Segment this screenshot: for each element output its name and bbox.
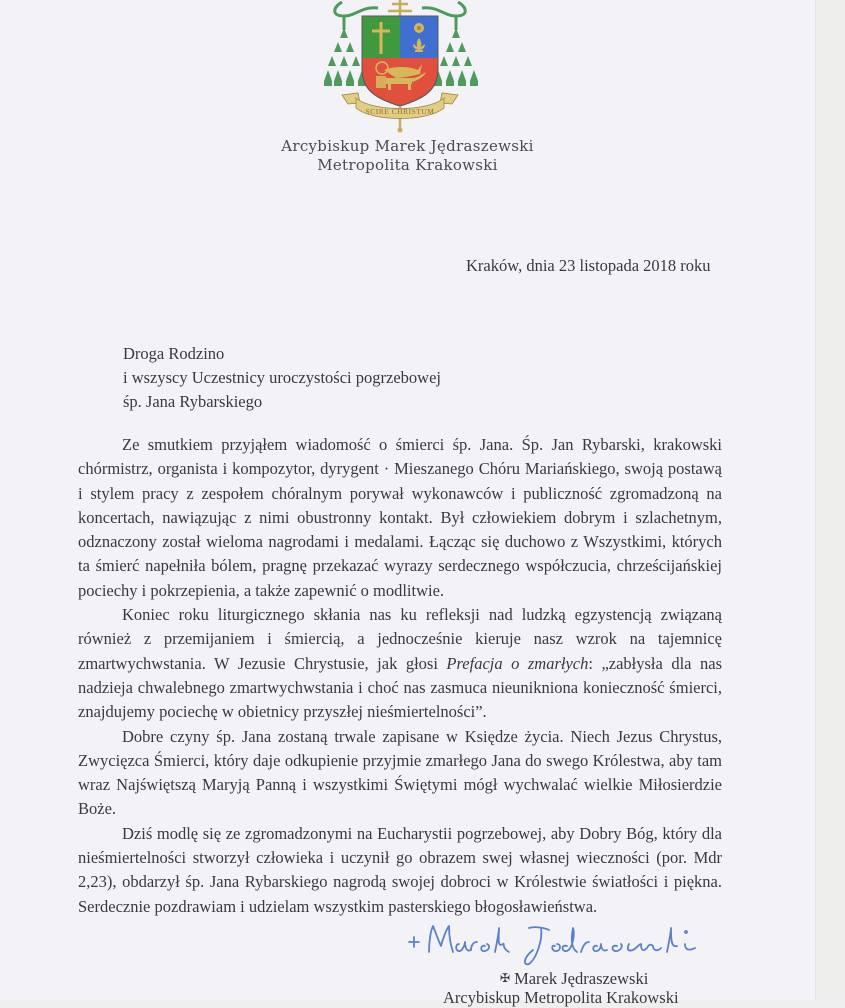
- salutation-line: Droga Rodzino: [123, 344, 225, 363]
- salutation-line: i wszyscy Uczestnicy uroczystości pogrzebowej: [123, 368, 441, 387]
- signatory-name-text: Marek Jędraszewski: [514, 969, 649, 988]
- paragraph: Dziś modlę się ze zgromadzonymi na Eucharystii pogrzebowej, aby Dobry Bóg, który dla nieśmiertelności stworzył człowieka i uczynił go obrazem swej własnej wieczności (por. Mdr 2,23), obdarzył śp. Jana Rybarskiego nagrodą swojej dobroci w Królestwie światłości i piękna. Serdecznie pozdrawiam i udzielam wszystkim pasterskiego błogosławieństwa.: [78, 823, 722, 916]
- date-line: Kraków, dnia 23 listopada 2018 roku: [466, 256, 711, 275]
- right-tassels-icon: [434, 28, 478, 86]
- paragraph: Ze smutkiem przyjąłem wiadomość o śmierci śp. Jana. Śp. Jan Rybarski, krakowski chórmistrz, organista i kompozytor, dyrygent · Mieszanego Chóru Mariańskiego, swoją postawą i stylem pracy z zespołem chóralnym porywał wykonawców i publiczność zgromadzoną na koncertach, nawiązując z nimi obustronny kontakt. Był człowiekiem dobrym i szlachetnym, odznaczony został wieloma nagrodami i medalami. Łącząc się duchowo z Wszystkimi, których ta śmierć napełniła bólem, pragnę przekazać wyrazy serdecznego współczucia, chrześcijańskiej pociechy i pokrzepienia, a także zapewnić o modlitwie.: [78, 435, 722, 600]
- archiepiscopal-cross-icon: [388, 0, 412, 16]
- motto-text: SCIRE CHRISTUM: [365, 107, 435, 116]
- signatory-title: Arcybiskup Metropolita Krakowski: [443, 988, 679, 1007]
- shield-icon: [362, 16, 438, 106]
- signatory-name: [500, 968, 648, 989]
- letter-body: [78, 433, 722, 919]
- page-edge: [815, 0, 845, 1000]
- coat-of-arms: [322, 0, 478, 135]
- paragraph: [78, 603, 722, 724]
- paragraph-text: Koniec roku liturgicznego skłania nas ku refleksji nad ludzką egzystencją związaną również z przemijaniem i śmiercią, a jednocześnie kieruje nasz wzrok na tajemnicę zmartwychwstania. W Jezusie Chrystusie, jak głosi: [78, 605, 722, 673]
- paragraph-text: : „zabłysła dla nas nadzieja chwalebnego zmartwychwstania i choć nas zasmuca nieunikniona konieczność śmierci, znajdujemy pociechę w obietnicy przyszłej nieśmiertelności”.: [78, 653, 722, 722]
- paragraph: Dobre czyny śp. Jana zostaną trwale zapisane w Księdze życia. Niech Jezus Chrystus, Zwycięzca Śmierci, który daje odkupienie przyjmie zmarłego Jana do swego Królestwa, aby tam wraz Najświętszą Maryją Panną i wszystkimi Świętymi mógł wychwalać wielkie Miłosierdzie Boże.: [78, 726, 722, 819]
- quoted-title: Prefacja o zmarłych: [446, 653, 589, 673]
- salutation-block: [123, 342, 441, 414]
- salutation-line: śp. Jana Rybarskiego: [123, 392, 263, 411]
- maltese-cross-icon: ✠: [500, 971, 511, 985]
- handwritten-signature: [405, 918, 725, 966]
- letterhead-name: Arcybiskup Marek Jędraszewski: [281, 137, 534, 155]
- letterhead-title: Metropolita Krakowski: [317, 156, 498, 174]
- left-tassels-icon: [324, 28, 366, 86]
